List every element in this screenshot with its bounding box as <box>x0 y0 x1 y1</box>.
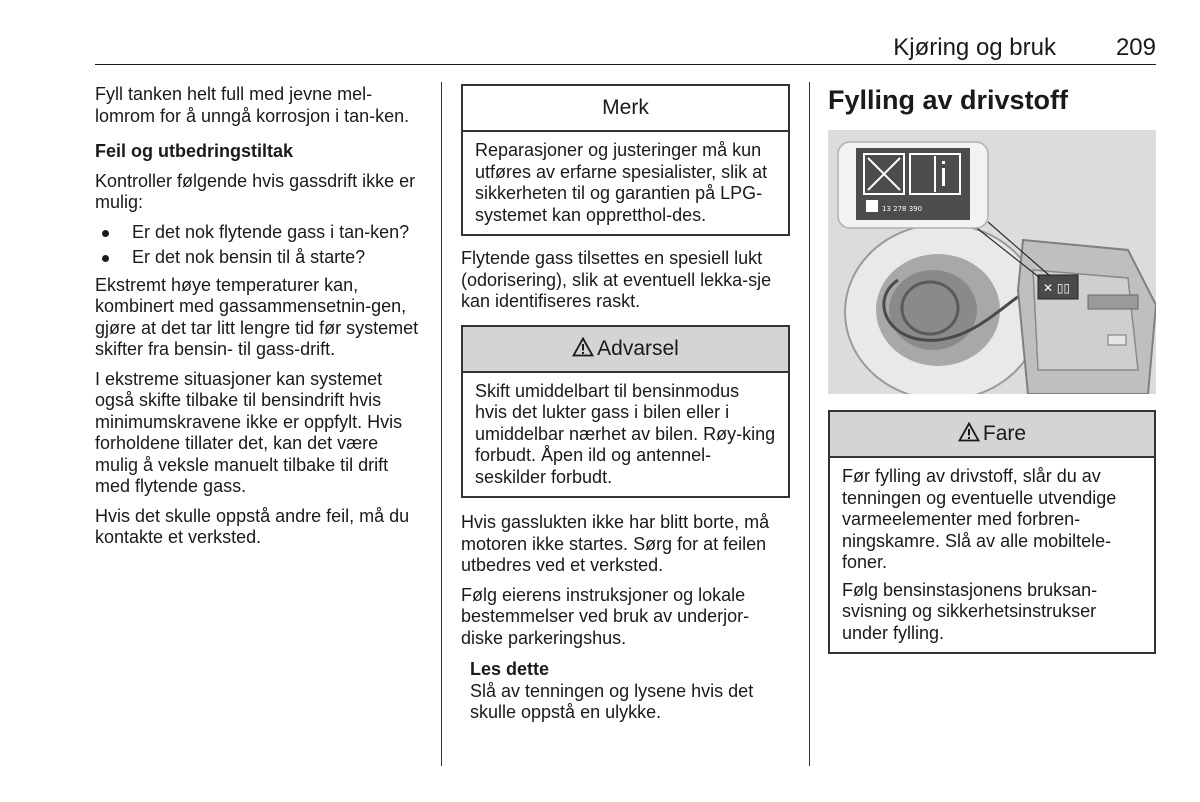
label-number: 13 278 390 <box>882 205 923 213</box>
paragraph: Følg eierens instruksjoner og lokale bestemmelser ved bruk av underjor-diske parkeringshus. <box>461 584 750 648</box>
column-left <box>95 84 425 557</box>
warning-body: Skift umiddelbart til bensinmodus hvis det lukter gass i bilen eller i umiddelbar nærhet av bilen. Røy-king forbudt. Åpen ild og antennel-seskilder forbudt. <box>475 380 776 487</box>
paragraph: Hvis gasslukten ikke har blitt borte, må motoren ikke startes. Sørg for at feilen utbedres ved et verksted. <box>461 512 770 575</box>
danger-paragraph: Før fylling av drivstoff, slår du av tenningen og eventuelle utvendige varmeelementer med forbren-ningskamre. Slå av alle mobiltele-foner. <box>842 466 1117 572</box>
read-this-title: Les dette <box>470 659 550 679</box>
paragraph: Hvis det skulle oppstå andre feil, må du kontakte et verksted. <box>95 505 410 547</box>
danger-title: Fare <box>982 422 1027 445</box>
column-divider <box>441 82 442 766</box>
svg-text:✕ ▯▯: ✕ ▯▯ <box>1043 281 1071 295</box>
list-item: Er det nok flytende gass i tan-ken? <box>95 222 425 244</box>
paragraph: I ekstreme situasjoner kan systemet også skifte tilbake til bensindrift hvis minimumskravene ikke er oppfylt. Hvis forholdene tillater det, kan det være mulig å veksle manuelt tilbake til drift med flytende gass. <box>95 368 403 496</box>
bullet-list <box>95 222 425 269</box>
danger-paragraph: Følg bensinstasjonens bruksan-svisning og sikkerhetsinstrukser under fylling. <box>842 579 1098 643</box>
warning-triangle-icon <box>958 422 980 442</box>
read-this-body: Slå av tenningen og lysene hvis det skulle oppstå en ulykke. <box>470 680 754 722</box>
page-number: 209 <box>1115 34 1156 61</box>
warning-header <box>463 327 788 373</box>
paragraph: Flytende gass tilsettes en spesiell lukt (odorisering), slik at eventuell lekka-sje kan identifiseres raskt. <box>461 248 772 311</box>
note-title: Merk <box>463 86 788 132</box>
paragraph: Ekstremt høye temperaturer kan, kombinert med gassammensetnin-gen, gjøre at det tar litt lengre tid før systemet skifter fra bensin- til gass-drift. <box>95 274 419 359</box>
danger-header <box>830 412 1154 458</box>
danger-body <box>830 458 1154 652</box>
subheading: Feil og utbedringstiltak <box>95 141 294 161</box>
paragraph: Fyll tanken helt full med jevne mel-lomrom for å unngå korrosjon i tan-ken. <box>95 84 410 126</box>
section-heading: Fylling av drivstoff <box>828 85 1069 115</box>
warning-triangle-icon <box>572 337 594 357</box>
note-box <box>461 84 790 236</box>
danger-box <box>828 410 1156 654</box>
section-title: Kjøring og bruk <box>893 34 1056 61</box>
fuel-filler-flap-image <box>828 130 1156 394</box>
column-middle <box>461 84 790 724</box>
list-item: Er det nok bensin til å starte? <box>95 247 425 269</box>
note-body: Reparasjoner og justeringer må kun utføres av erfarne spesialister, slik at sikkerheten til og garantien på LPG-systemet kan oppretthol-des. <box>475 140 768 225</box>
warning-title: Advarsel <box>597 336 679 360</box>
column-divider <box>809 82 810 766</box>
column-right <box>828 84 1156 664</box>
read-this-block <box>461 659 790 724</box>
page-header <box>95 30 1156 65</box>
warning-box <box>461 325 790 499</box>
paragraph: Kontroller følgende hvis gassdrift ikke er mulig: <box>95 170 416 212</box>
